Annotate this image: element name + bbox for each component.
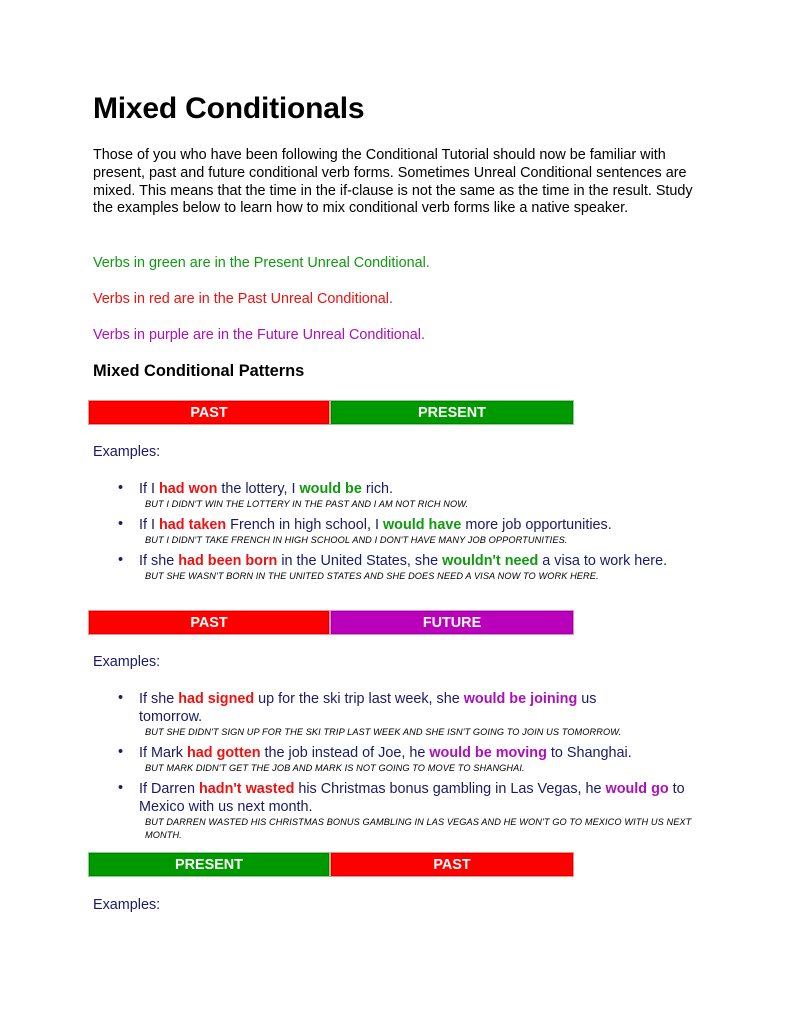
- bullet-icon: •: [118, 516, 124, 532]
- pattern-bar-past-present: [88, 400, 574, 425]
- bar-cell-past: PAST: [330, 852, 574, 877]
- example-note: BUT SHE DIDN'T SIGN UP FOR THE SKI TRIP LAST WEEK AND SHE ISN'T GOING TO JOIN US TOMORROW.: [145, 727, 622, 737]
- example-note: BUT DARREN WASTED HIS CHRISTMAS BONUS GAMBLING IN LAS VEGAS AND HE WON'T GO TO MEXICO WITH US NEXT MONTH.: [145, 817, 692, 840]
- examples-label: Examples:: [93, 444, 161, 460]
- example-note: BUT SHE WASN'T BORN IN THE UNITED STATES AND SHE DOES NEED A VISA NOW TO WORK HERE.: [145, 571, 599, 581]
- example-sentence: If she had signed up for the ski trip last week, she would be joining us tomorrow.: [139, 691, 597, 725]
- bullet-icon: •: [118, 480, 124, 496]
- example-note: BUT I DIDN'T TAKE FRENCH IN HIGH SCHOOL AND I DON'T HAVE MANY JOB OPPORTUNITIES.: [145, 535, 568, 545]
- example-list-past-present: [93, 480, 693, 583]
- bar-cell-past: PAST: [88, 400, 330, 425]
- page-title: Mixed Conditionals: [93, 92, 365, 125]
- bullet-icon: •: [118, 744, 124, 760]
- example-sentence: If she had been born in the United States, she wouldn't need a visa to work here.: [139, 553, 668, 569]
- list-item: [93, 480, 693, 511]
- list-item: [93, 552, 693, 583]
- bar-cell-future: FUTURE: [330, 610, 574, 635]
- intro-paragraph: Those of you who have been following the Conditional Tutorial should now be familiar with present, past and future conditional verb forms. Sometimes Unreal Conditional sentences are mixed. This means that the time in the if-clause is not the same as the time in the result. Study the examples below to learn how to mix conditional verb forms like a native speaker.: [93, 147, 693, 217]
- bar-cell-past: PAST: [88, 610, 330, 635]
- legend-purple: Verbs in purple are in the Future Unreal Conditional.: [93, 327, 425, 343]
- example-sentence: If I had won the lottery, I would be rich.: [139, 481, 394, 497]
- list-item: [93, 780, 693, 842]
- bar-cell-present: PRESENT: [330, 400, 574, 425]
- example-sentence: If I had taken French in high school, I would have more job opportunities.: [139, 517, 612, 533]
- list-item: [93, 516, 693, 547]
- list-item: [93, 744, 693, 775]
- list-item: [93, 690, 693, 739]
- example-list-past-future: [93, 690, 693, 842]
- bullet-icon: •: [118, 690, 124, 706]
- examples-label: Examples:: [93, 654, 161, 670]
- example-sentence: If Darren hadn't wasted his Christmas bonus gambling in Las Vegas, he would go to Mexico with us next month.: [139, 781, 685, 815]
- examples-label: Examples:: [93, 897, 161, 913]
- example-note: BUT MARK DIDN'T GET THE JOB AND MARK IS NOT GOING TO MOVE TO SHANGHAI.: [145, 763, 525, 773]
- legend-green: Verbs in green are in the Present Unreal Conditional.: [93, 255, 430, 271]
- bar-cell-present: PRESENT: [88, 852, 330, 877]
- pattern-bar-present-past: [88, 852, 574, 877]
- bullet-icon: •: [118, 552, 124, 568]
- section-title: Mixed Conditional Patterns: [93, 362, 305, 380]
- example-note: BUT I DIDN'T WIN THE LOTTERY IN THE PAST AND I AM NOT RICH NOW.: [145, 499, 469, 509]
- pattern-bar-past-future: [88, 610, 574, 635]
- bullet-icon: •: [118, 780, 124, 796]
- example-sentence: If Mark had gotten the job instead of Joe, he would be moving to Shanghai.: [139, 745, 632, 761]
- legend-red: Verbs in red are in the Past Unreal Conditional.: [93, 291, 393, 307]
